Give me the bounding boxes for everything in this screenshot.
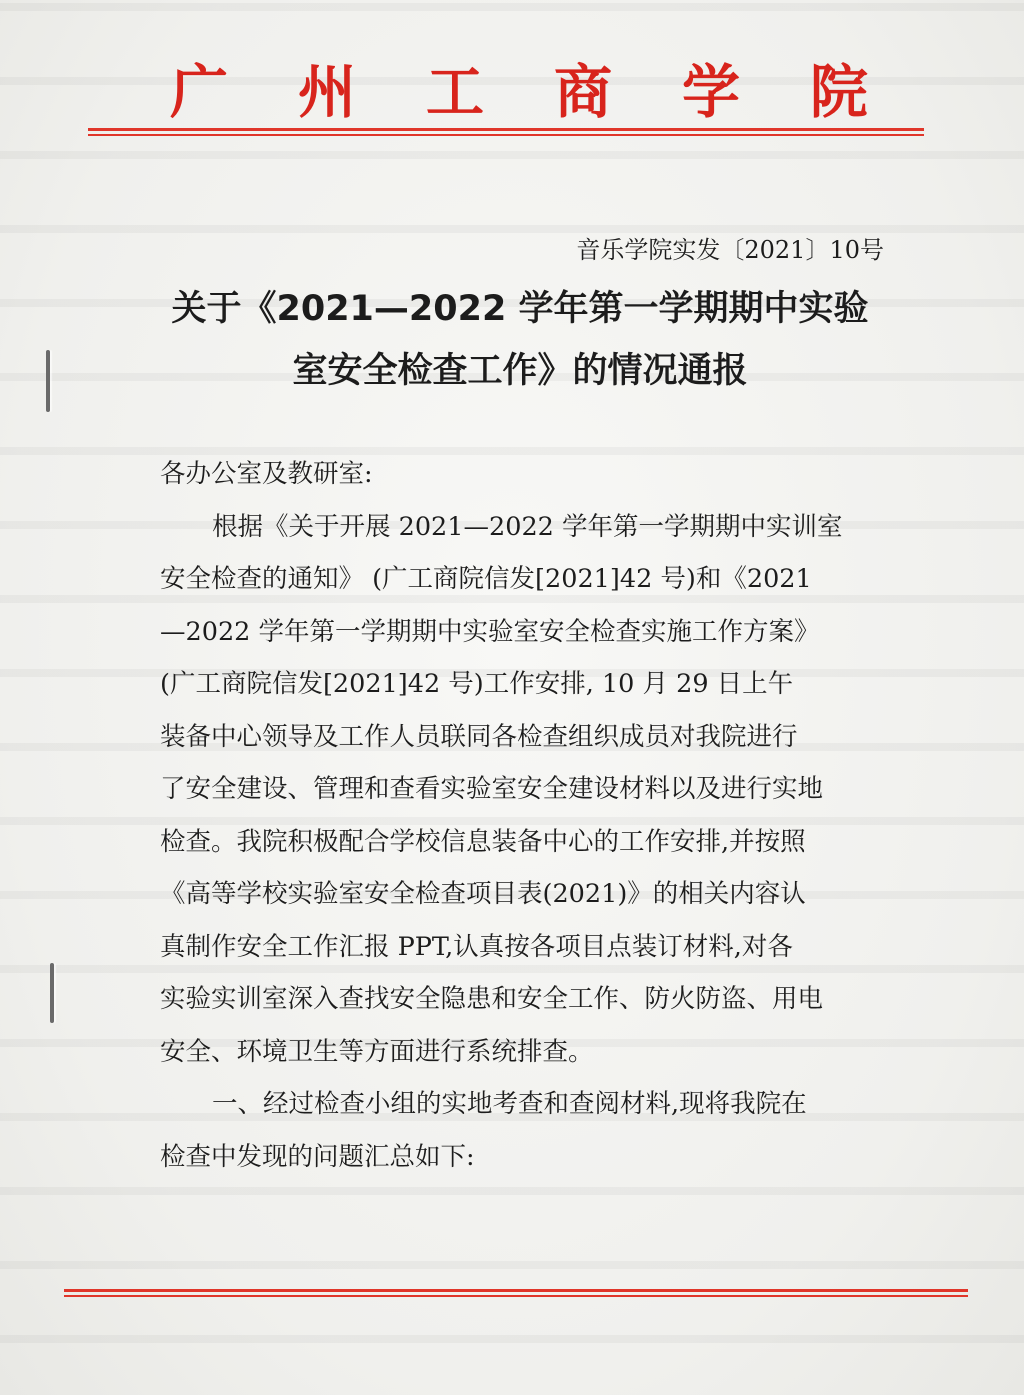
- masthead-char: 广: [170, 58, 231, 126]
- masthead-char: 商: [553, 58, 614, 126]
- body-line: 检查。我院积极配合学校信息装备中心的工作安排,并按照: [160, 826, 806, 857]
- binding-staple: [50, 963, 54, 1023]
- body-line: 根据《关于开展 2021—2022 学年第一学期期中实训室: [212, 511, 843, 542]
- masthead-char: 州: [297, 58, 358, 126]
- body-line: 安全、环境卫生等方面进行系统排查。: [160, 1036, 594, 1067]
- masthead-char: 学: [681, 58, 742, 126]
- title-line: 关于《2021—2022 学年第一学期期中实验: [171, 289, 869, 329]
- title-line: 室安全检查工作》的情况通报: [292, 351, 748, 391]
- body-line: 装备中心领导及工作人员联同各检查组织成员对我院进行: [160, 721, 798, 752]
- body-line: 了安全建设、管理和查看实验室安全建设材料以及进行实地: [160, 774, 824, 804]
- masthead: [170, 52, 870, 126]
- body-line: 真制作安全工作汇报 PPT,认真按各项目点装订材料,对各: [160, 931, 793, 962]
- bottom-red-rule: [64, 1289, 968, 1297]
- document-title: [100, 278, 940, 402]
- masthead-char: 工: [425, 58, 486, 126]
- binding-staple: [46, 350, 50, 412]
- document-body: [160, 448, 900, 1183]
- body-line: 实验实训室深入查找安全隐患和安全工作、防火防盗、用电: [160, 984, 824, 1014]
- top-red-rule: [88, 128, 924, 136]
- body-line: 《高等学校实验室安全检查项目表(2021)》的相关内容认: [160, 879, 806, 909]
- document-number: 音乐学院实发〔2021〕10号: [576, 236, 884, 264]
- body-line: (广工商院信发[2021]42 号)工作安排, 10 月 29 日上午: [160, 669, 794, 699]
- body-line: 各办公室及教研室:: [160, 459, 373, 489]
- body-line: 安全检查的通知》 (广工商院信发[2021]42 号)和《2021: [160, 564, 812, 594]
- body-line: 一、经过检查小组的实地考查和查阅材料,现将我院在: [212, 1089, 807, 1119]
- masthead-char: 院: [809, 58, 870, 126]
- body-line: —2022 学年第一学期期中实验室安全检查实施工作方案》: [160, 616, 820, 647]
- body-line: 检查中发现的问题汇总如下:: [160, 1141, 475, 1172]
